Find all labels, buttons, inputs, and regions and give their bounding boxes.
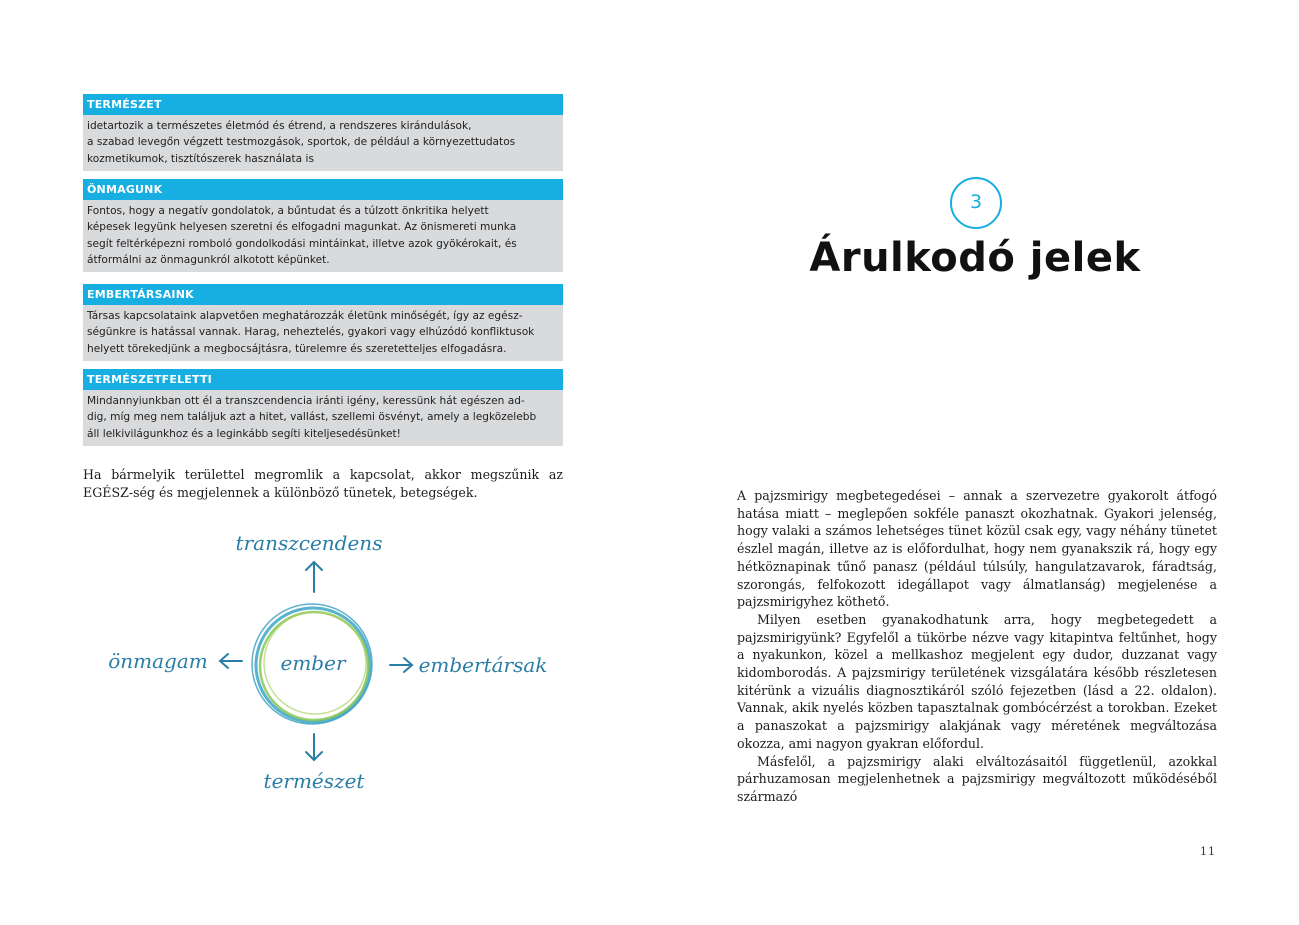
- box-heading: TERMÉSZETFELETTI: [83, 369, 563, 390]
- info-box-termeszetfeletti: [83, 369, 563, 446]
- chapter-number-badge: 3: [950, 177, 1002, 229]
- info-box-onmagunk: [83, 179, 563, 272]
- diagram-left-label: önmagam: [108, 649, 208, 673]
- body-paragraph: Milyen esetben gyanakodhatunk arra, hogy megbetegedett a pajzsmirigyünk? Egyfelől a tükörbe nézve vagy kitapintva feltűnhet, hogy a nyakunkon, közel a mellkashoz megjelent egy dudor, duzzanat vagy kidomborodás. A pajzsmirigy területének vizsgálatára később részletesen kitérünk a vizuális diagnosztikáról szóló fejezetben (lásd a 22. oldalon). Vannak, akik nyelés közben tapasztalnak gombócérzést a torokban. Ezeket a panaszokat a pajzsmirigy alakjának vagy méretének megváltozása okozza, ami nagyon gyakran előfordul.: [737, 611, 1217, 751]
- box-text: Mindannyiunkban ott él a transzcendencia iránti igény, keressünk hát egészen ad- dig, míg meg nem találjuk azt a hitet, vallást, szellemi ösvényt, amely a legközelebb áll lelkivilágunkhoz és a leginkább segíti kiteljesedésünket!: [83, 390, 563, 446]
- chapter-title: Árulkodó jelek: [809, 235, 1141, 281]
- info-box-embertarsaink: [83, 284, 563, 361]
- chapter-body: [737, 487, 1217, 806]
- diagram-bottom-label: természet: [263, 769, 365, 793]
- diagram-top-label: transzcendens: [235, 531, 383, 555]
- diagram-right-label: embertársak: [418, 653, 548, 677]
- box-text: Társas kapcsolataink alapvetően meghatározzák életünk minőségét, így az egész- ségünkre is hatással vannak. Harag, neheztelés, gyakori vagy elhúzódó konfliktusok helyett törekedjünk a megbocsájtásra, türelemre és szeretetteljes elfogadásra.: [83, 305, 563, 361]
- page-number: 11: [1200, 845, 1216, 858]
- box-text: Fontos, hogy a negatív gondolatok, a bűntudat és a túlzott önkritika helyett képesek legyünk helyesen szeretni és elfogadni magunkat. Az önismereti munka segít feltérképezni romboló gondolkodási mintáinkat, illetve azok gyökérokait, és átformálni az önmagunkról alkotott képünket.: [83, 200, 563, 272]
- ember-diagram: [100, 520, 560, 810]
- box-text: idetartozik a természetes életmód és étrend, a rendszeres kirándulások, a szabad levegőn végzett testmozgások, sportok, de például a környezettudatos kozmetikumok, tisztítószerek használata is: [83, 115, 563, 171]
- summary-paragraph: Ha bármelyik területtel megromlik a kapcsolat, akkor megszűnik az EGÉSZ-ség és megjelennek a különböző tünetek, betegségek.: [83, 467, 563, 500]
- box-heading: ÖNMAGUNK: [83, 179, 563, 200]
- arrow-right-icon: [390, 658, 412, 672]
- box-heading: TERMÉSZET: [83, 94, 563, 115]
- info-box-termeszet: [83, 94, 563, 171]
- arrow-left-icon: [220, 654, 242, 668]
- box-heading: EMBERTÁRSAINK: [83, 284, 563, 305]
- diagram-center-label: ember: [280, 651, 346, 675]
- body-paragraph: A pajzsmirigy megbetegedései – annak a szervezetre gyakorolt átfogó hatása miatt – meglepően sokféle panaszt okozhatnak. Gyakori jelenség, hogy valaki a számos lehetséges tünet közül csak egy, vagy néhány tünetet észlel magán, illetve az is előfordulhat, hogy nem gyanakszik rá, hogy egy hétköznapinak tűnő panasz (például túlsúly, hangulatzavarok, fáradtság, szorongás, felfokozott idegállapot vagy álmatlanság) megjelenése a pajzsmirigyhez köthető.: [737, 488, 1217, 610]
- arrow-down-icon: [306, 734, 322, 760]
- body-paragraph: Másfelől, a pajzsmirigy alaki elváltozásaitól függetlenül, azokkal párhuzamosan megjelenhetnek a pajzsmirigy megváltozott működéséből származó: [737, 753, 1217, 804]
- arrow-up-icon: [306, 562, 322, 592]
